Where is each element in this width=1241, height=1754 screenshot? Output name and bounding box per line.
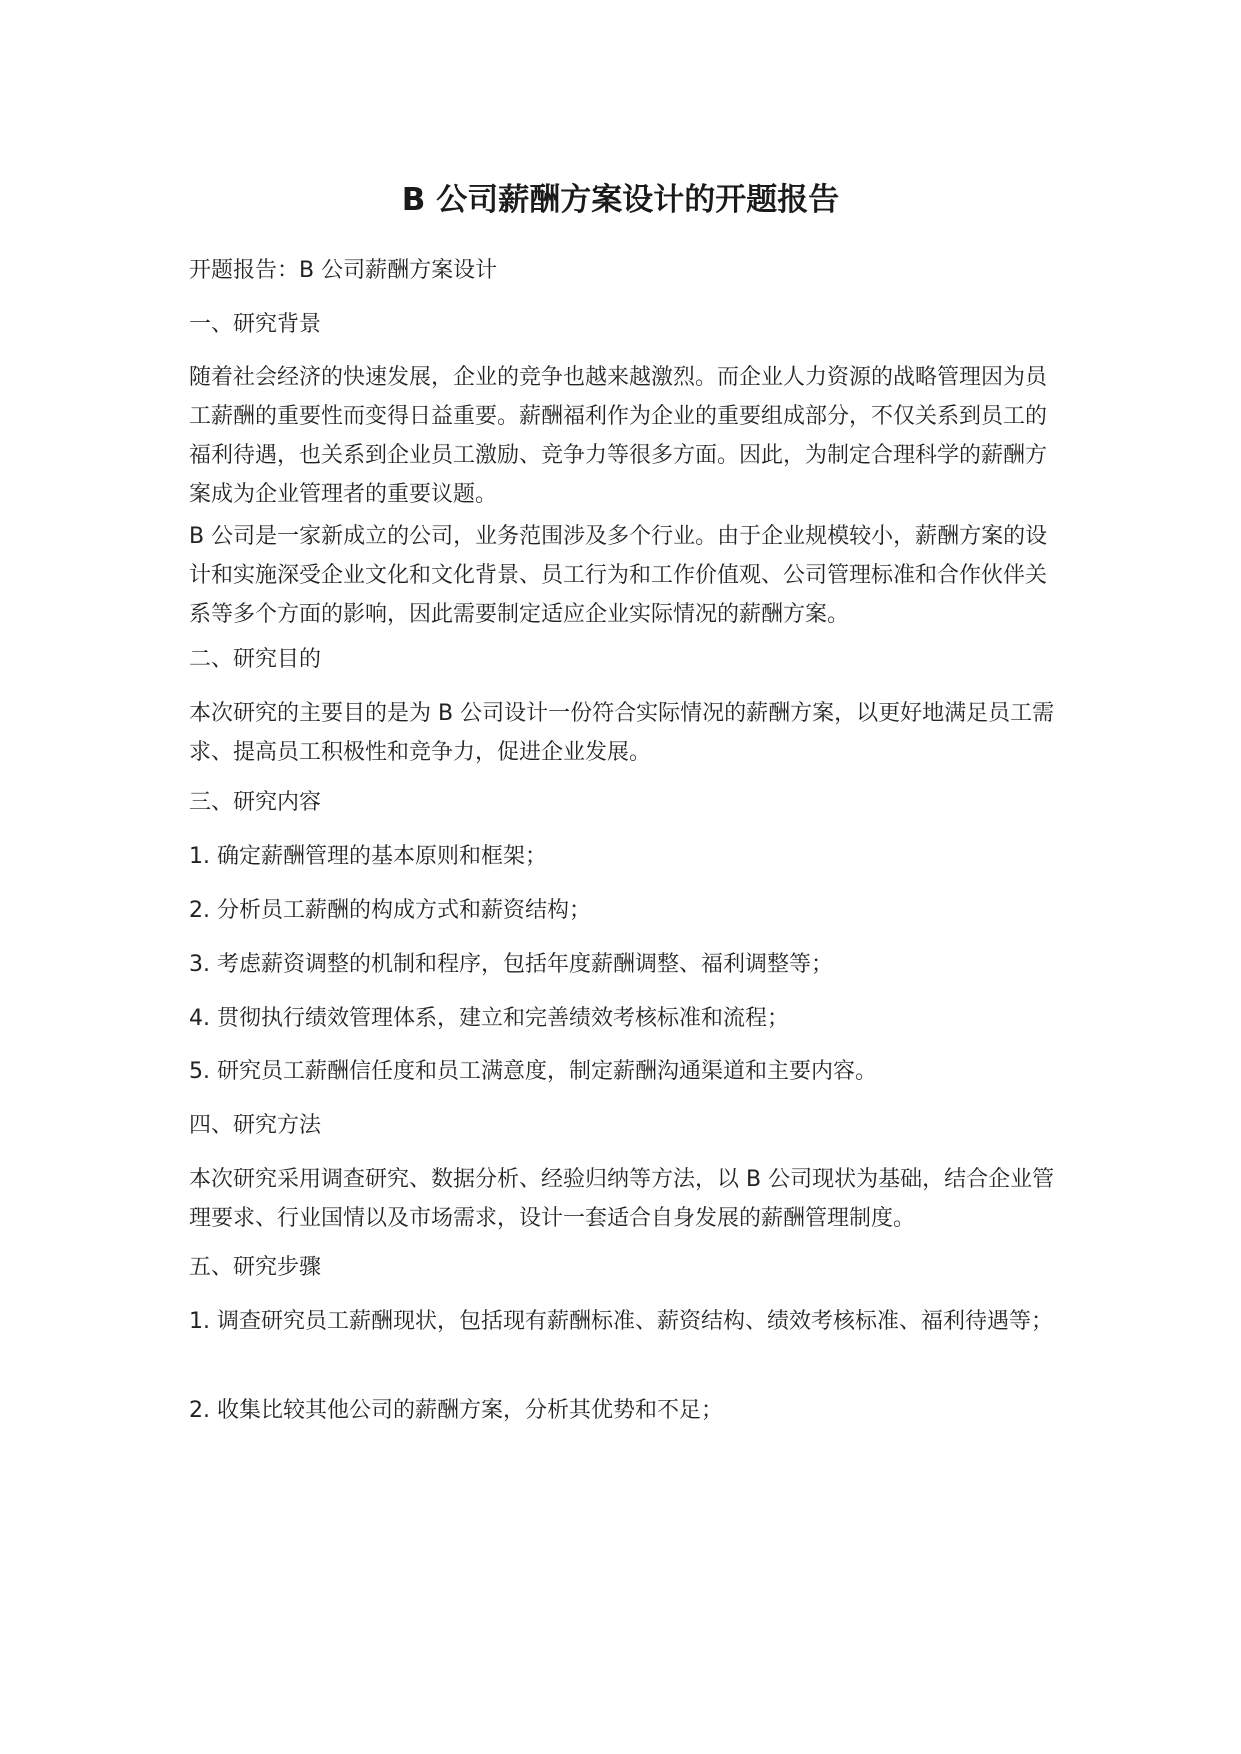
document-title: B 公司薪酬方案设计的开题报告 — [401, 182, 840, 218]
list-item-content-5: 5. 研究员工薪酬信任度和员工满意度，制定薪酬沟通渠道和主要内容。 — [189, 1059, 877, 1084]
list-item-content-1: 1. 确定薪酬管理的基本原则和框架； — [189, 844, 547, 869]
section-heading-purpose: 二、研究目的 — [189, 647, 322, 672]
list-item-content-2: 2. 分析员工薪酬的构成方式和薪资结构； — [189, 898, 591, 923]
list-item-steps-1: 1. 调查研究员工薪酬现状，包括现有薪酬标准、薪资结构、绩效考核标准、福利待遇等； — [189, 1309, 1053, 1334]
section-heading-steps: 五、研究步骤 — [189, 1255, 322, 1280]
list-item-content-3: 3. 考虑薪资调整的机制和程序，包括年度薪酬调整、福利调整等； — [189, 952, 833, 977]
section-heading-background: 一、研究背景 — [189, 312, 322, 337]
paragraph-background-2: B 公司是一家新成立的公司，业务范围涉及多个行业。由于企业规模较小，薪酬方案的设计和实施深受企业文化和文化背景、员工行为和工作价值观、公司管理标准和合作伙伴关系等多个方面的影响，因此需要制定适应企业实际情况的薪酬方案。 — [189, 524, 1048, 627]
paragraph-background-1: 随着社会经济的快速发展，企业的竞争也越来越激烈。而企业人力资源的战略管理因为员工薪酬的重要性而变得日益重要。薪酬福利作为企业的重要组成部分，不仅关系到员工的福利待遇，也关系到企业员工激励、竞争力等很多方面。因此，为制定合理科学的薪酬方案成为企业管理者的重要议题。 — [189, 365, 1048, 507]
report-subtitle: 开题报告：B 公司薪酬方案设计 — [189, 258, 498, 283]
section-heading-content: 三、研究内容 — [189, 790, 322, 815]
list-item-steps-2: 2. 收集比较其他公司的薪酬方案，分析其优势和不足； — [189, 1398, 723, 1423]
list-item-content-4: 4. 贯彻执行绩效管理体系，建立和完善绩效考核标准和流程； — [189, 1006, 789, 1031]
section-heading-method: 四、研究方法 — [189, 1113, 322, 1138]
paragraph-method: 本次研究采用调查研究、数据分析、经验归纳等方法，以 B 公司现状为基础，结合企业管理要求、行业国情以及市场需求，设计一套适合自身发展的薪酬管理制度。 — [189, 1167, 1055, 1231]
paragraph-purpose: 本次研究的主要目的是为 B 公司设计一份符合实际情况的薪酬方案，以更好地满足员工需求、提高员工积极性和竞争力，促进企业发展。 — [189, 701, 1055, 765]
